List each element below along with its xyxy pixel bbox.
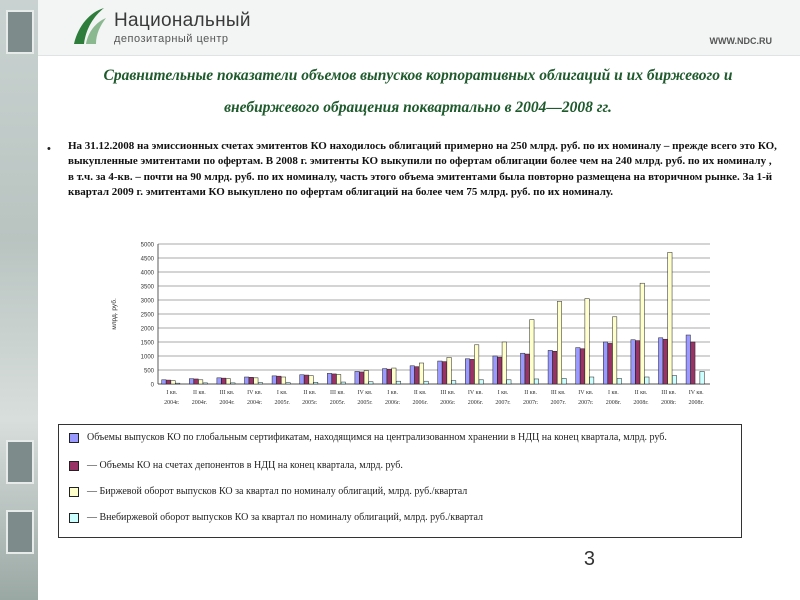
bar-s1-19 bbox=[658, 338, 662, 384]
x-tick-year: 2006г. bbox=[384, 400, 401, 406]
bar-s4-17 bbox=[617, 378, 621, 384]
bar-s3-19 bbox=[668, 252, 672, 384]
y-tick-label: 5000 bbox=[140, 242, 154, 249]
x-tick-quarter: III кв. bbox=[661, 390, 676, 396]
bar-s4-20 bbox=[700, 371, 704, 384]
bar-s1-5 bbox=[272, 376, 276, 384]
bar-s2-13 bbox=[497, 357, 501, 384]
bar-s3-16 bbox=[585, 299, 589, 384]
page-number: 3 bbox=[583, 548, 595, 570]
x-tick-year: 2005г. bbox=[302, 400, 318, 406]
legend-swatch-2 bbox=[69, 461, 79, 471]
bar-s3-7 bbox=[336, 374, 340, 384]
bar-s1-16 bbox=[576, 348, 580, 384]
logo-subtitle: депозитарный центр bbox=[114, 33, 229, 45]
y-tick-label: 4500 bbox=[140, 256, 154, 263]
x-tick-quarter: IV кв. bbox=[578, 390, 594, 396]
x-tick-year: 2007г. bbox=[550, 400, 566, 406]
legend-label-4: — Внебиржевой оборот выпусков КО за квартал по номиналу облигаций, млрд. руб./квартал bbox=[87, 512, 484, 523]
x-tick-quarter: IV кв. bbox=[247, 390, 263, 396]
bar-s4-18 bbox=[645, 377, 649, 384]
bar-s3-11 bbox=[447, 357, 451, 384]
bar-s3-8 bbox=[364, 371, 368, 384]
x-tick-year: 2008г. bbox=[688, 400, 704, 406]
bar-s3-13 bbox=[502, 342, 506, 384]
x-tick-quarter: II кв. bbox=[413, 390, 427, 396]
y-tick-label: 500 bbox=[143, 368, 154, 375]
bar-s4-14 bbox=[534, 379, 538, 384]
bar-s3-2 bbox=[198, 380, 202, 384]
window-decor bbox=[6, 10, 34, 54]
bar-s2-16 bbox=[580, 349, 584, 384]
bar-s4-6 bbox=[313, 382, 317, 384]
bar-s2-6 bbox=[304, 375, 308, 384]
x-tick-year: 2006г. bbox=[467, 400, 484, 406]
y-tick-label: 3000 bbox=[140, 298, 154, 305]
bar-s1-11 bbox=[438, 361, 442, 384]
x-tick-quarter: IV кв. bbox=[688, 390, 704, 396]
bar-s2-4 bbox=[249, 377, 253, 384]
x-tick-quarter: I кв. bbox=[608, 390, 619, 396]
bar-s1-6 bbox=[300, 375, 304, 384]
slide-title: Сравнительные показатели объемов выпусков корпоративных облигаций и их биржевого и внебиржевого обращения поквартально в 2004—2008 гг. bbox=[103, 67, 733, 116]
x-tick-quarter: II кв. bbox=[524, 390, 537, 396]
bar-s1-7 bbox=[327, 373, 331, 384]
bar-s4-9 bbox=[396, 381, 400, 384]
bar-s3-5 bbox=[281, 377, 285, 384]
y-axis-label: млрд. руб. bbox=[111, 298, 118, 330]
x-tick-year: 2006г. bbox=[440, 400, 456, 406]
x-tick-year: 2004г. bbox=[191, 400, 208, 406]
bar-s1-17 bbox=[603, 342, 607, 384]
x-tick-quarter: II кв. bbox=[634, 390, 648, 396]
bar-s2-15 bbox=[553, 351, 557, 384]
bar-s4-16 bbox=[589, 377, 593, 384]
bar-chart bbox=[106, 238, 726, 420]
chart-legend bbox=[58, 424, 742, 538]
bar-s2-5 bbox=[277, 376, 281, 384]
bar-s3-14 bbox=[530, 320, 534, 384]
header bbox=[38, 0, 800, 56]
x-tick-year: 2007г. bbox=[495, 400, 511, 406]
legend-swatch-1 bbox=[69, 433, 79, 443]
bar-s2-2 bbox=[194, 379, 198, 384]
x-tick-quarter: II кв. bbox=[303, 390, 317, 396]
x-tick-year: 2005г. bbox=[329, 400, 346, 406]
bar-s3-1 bbox=[171, 381, 175, 384]
legend-item-2 bbox=[69, 459, 729, 472]
bar-s4-7 bbox=[341, 382, 345, 384]
bar-s1-9 bbox=[382, 369, 386, 384]
bar-s3-12 bbox=[474, 345, 478, 384]
x-tick-year: 2008г. bbox=[633, 400, 649, 406]
x-tick-year: 2007г. bbox=[522, 400, 539, 406]
bar-s2-10 bbox=[415, 367, 419, 384]
x-tick-year: 2005г. bbox=[274, 400, 290, 406]
logo-icon bbox=[70, 6, 108, 46]
bar-s4-4 bbox=[258, 383, 262, 384]
x-tick-year: 2008г. bbox=[660, 400, 677, 406]
bar-s1-10 bbox=[410, 366, 414, 384]
bar-s4-12 bbox=[479, 380, 483, 384]
x-tick-quarter: I кв. bbox=[387, 390, 398, 396]
bar-s4-11 bbox=[451, 381, 455, 384]
x-tick-quarter: III кв. bbox=[330, 390, 345, 396]
x-tick-quarter: I кв. bbox=[497, 390, 509, 396]
bar-s1-12 bbox=[465, 359, 469, 384]
bar-s4-19 bbox=[672, 376, 676, 384]
bar-s3-15 bbox=[557, 301, 561, 384]
y-tick-label: 0 bbox=[150, 382, 154, 389]
y-tick-label: 2000 bbox=[140, 326, 154, 333]
bar-s2-12 bbox=[470, 359, 474, 384]
y-tick-label: 1000 bbox=[140, 354, 154, 361]
x-tick-quarter: III кв. bbox=[440, 390, 456, 396]
bar-s1-1 bbox=[162, 380, 166, 384]
x-tick-quarter: IV кв. bbox=[357, 390, 373, 396]
bar-s3-17 bbox=[612, 317, 616, 384]
bar-s1-15 bbox=[548, 350, 552, 384]
bar-s3-4 bbox=[254, 378, 258, 384]
x-tick-year: 2008г. bbox=[605, 400, 622, 406]
bar-s1-18 bbox=[631, 340, 635, 384]
legend-item-4 bbox=[69, 511, 729, 524]
legend-label-1: Объемы выпусков КО по глобальным сертификатам, находящимся на централизованном хранении в НДЦ на конец квартала, млрд. руб. bbox=[87, 432, 667, 443]
bar-s4-13 bbox=[507, 380, 511, 384]
x-tick-year: 2004г. bbox=[164, 400, 180, 406]
bar-s3-18 bbox=[640, 283, 644, 384]
bar-s4-5 bbox=[286, 383, 290, 384]
x-tick-year: 2006г. bbox=[412, 400, 428, 406]
y-tick-label: 2500 bbox=[140, 312, 154, 319]
x-tick-quarter: II кв. bbox=[193, 390, 206, 396]
y-tick-label: 3500 bbox=[140, 284, 154, 291]
window-decor bbox=[6, 510, 34, 554]
logo-name: Национальный bbox=[114, 10, 251, 31]
y-tick-label: 1500 bbox=[140, 340, 154, 347]
legend-label-3: — Биржевой оборот выпусков КО за квартал по номиналу облигаций, млрд. руб./квартал bbox=[87, 486, 468, 497]
legend-item-1 bbox=[69, 431, 729, 444]
bar-s3-9 bbox=[392, 368, 396, 384]
bar-s2-14 bbox=[525, 354, 529, 384]
x-tick-quarter: III кв. bbox=[550, 390, 566, 396]
bar-s4-3 bbox=[231, 383, 235, 384]
bar-s2-9 bbox=[387, 369, 391, 384]
legend-swatch-3 bbox=[69, 487, 79, 497]
x-tick-quarter: I кв. bbox=[166, 390, 178, 396]
bar-s1-20 bbox=[686, 335, 690, 384]
x-tick-quarter: I кв. bbox=[276, 390, 288, 396]
bar-s2-19 bbox=[663, 339, 667, 384]
bar-s1-4 bbox=[244, 377, 248, 384]
slide bbox=[38, 0, 800, 600]
bar-s2-20 bbox=[691, 342, 695, 384]
bar-s3-10 bbox=[419, 363, 423, 384]
bar-s2-7 bbox=[332, 374, 336, 384]
bar-s1-3 bbox=[217, 378, 221, 384]
x-tick-year: 2004г. bbox=[219, 400, 235, 406]
x-tick-year: 2005г. bbox=[357, 400, 373, 406]
bar-s4-1 bbox=[175, 383, 179, 384]
bar-s4-2 bbox=[203, 383, 207, 384]
bullet-icon: • bbox=[47, 143, 51, 155]
bar-s3-3 bbox=[226, 379, 230, 384]
side-photo bbox=[0, 0, 38, 600]
x-tick-year: 2004г. bbox=[246, 400, 263, 406]
bar-s2-1 bbox=[166, 380, 170, 384]
bar-s4-8 bbox=[369, 382, 373, 384]
bullet-text: На 31.12.2008 на эмиссионных счетах эмитентов КО находилось облигаций примерно на 250 млрд. руб. по их номиналу – прежде всего это КО, выкупленные эмитентами по офертам. В 2008 г. эмитенты КО выкупили по офертам облигации более чем на 240 млрд. руб. по их номиналу , в т.ч. за 4-кв. – почти на 90 млрд. руб. по их номиналу, часть этого объема эмитентами была повторно размещена на вторичном рынке. За 1-й квартал 2009 г. эмитентами КО выкуплено по офертам облигаций на более чем 75 млрд. руб. по их номиналу. bbox=[68, 140, 777, 199]
site-url[interactable]: WWW.NDC.RU bbox=[709, 36, 772, 46]
bar-s2-8 bbox=[359, 372, 363, 384]
bar-s2-17 bbox=[608, 343, 612, 384]
bar-s2-11 bbox=[442, 362, 446, 384]
bar-s4-15 bbox=[562, 378, 566, 384]
legend-label-2: — Объемы КО на счетах депонентов в НДЦ на конец квартала, млрд. руб. bbox=[87, 460, 403, 471]
bar-s1-2 bbox=[189, 379, 193, 384]
y-tick-label: 4000 bbox=[140, 270, 154, 277]
legend-swatch-4 bbox=[69, 513, 79, 523]
x-tick-quarter: IV кв. bbox=[467, 390, 483, 396]
bar-s1-14 bbox=[520, 353, 524, 384]
window-decor bbox=[6, 440, 34, 484]
x-tick-year: 2007г. bbox=[578, 400, 594, 406]
bar-s2-18 bbox=[635, 341, 639, 384]
bar-s1-8 bbox=[355, 371, 359, 384]
x-tick-quarter: III кв. bbox=[219, 390, 235, 396]
bar-s1-13 bbox=[493, 356, 497, 384]
bar-s2-3 bbox=[221, 378, 225, 384]
bar-s4-10 bbox=[424, 381, 428, 384]
bar-s3-6 bbox=[309, 376, 313, 384]
legend-item-3 bbox=[69, 485, 729, 498]
